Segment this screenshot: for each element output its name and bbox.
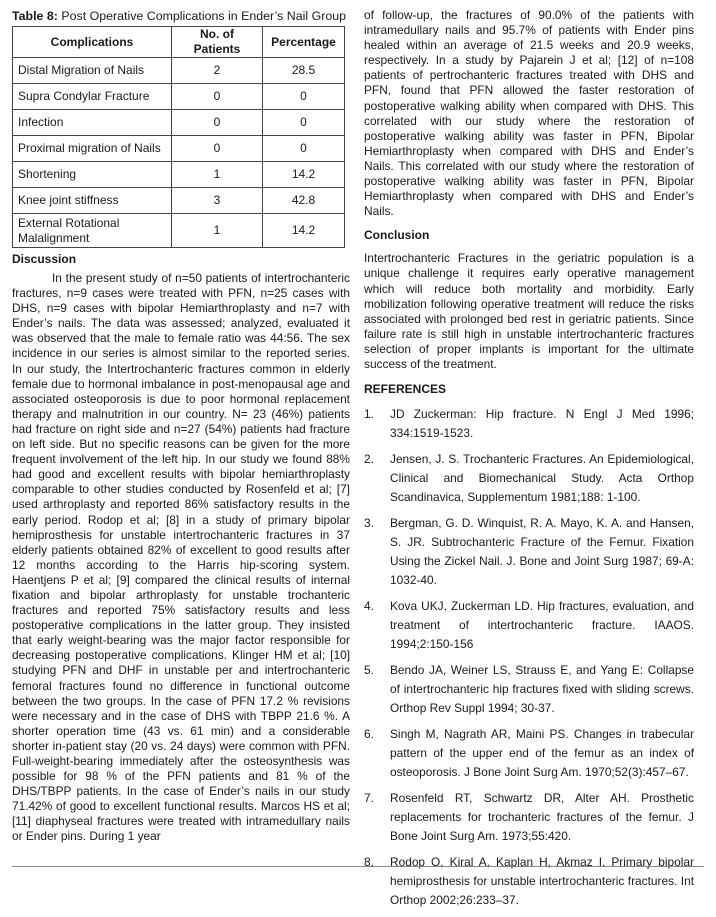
- cell-patients: 0: [172, 84, 263, 110]
- conclusion-paragraph: Intertrochanteric Fractures in the geriatric population is a unique challenge it requires early operative management which will reduce both mortality and morbidity. Early mobilization following operative treatment will reduce the risks associated with prolonged bed rest in geriatric patients. Since failure rate is still high in unstable intertrochanteric fractures selection of proper implants is important for the ultimate success of the treatment.: [364, 251, 694, 371]
- reference-item: [364, 597, 694, 654]
- table-header-row: [13, 27, 345, 58]
- cell-patients: 3: [172, 188, 263, 214]
- discussion-paragraph: In the present study of n=50 patients of intertrochanteric fractures, n=9 cases were treated with PFN, n=25 cases with DHS, n=9 cases with bipolar Hemiarthroplasty and n=7 with Ender’s nails. The data was assessed; analyzed, evaluated it was observed that the male to female ratio was 44:56. The sex incidence in our series is almost similar to the reported series. In our study, the Intertrochanteric fractures common in elderly female due to hormonal imbalance in post-menopausal age and associated osteoporosis is due to poor hormonal replacement therapy and malnutrition in our country. N= 23 (46%) patients had fracture on right side and n=27 (54%) patients had fracture on left side. But no specific reasons can be given for the more frequent involvement of the left hip. In our study we found 88% had good and excellent results with bipolar hemiarthroplasty comparable to other studies conducted by Rosenfeld et al; [7] used arthroplasty and reported 86% satisfactory results in the early period. Rodop et al; [8] in a study of primary bipolar hemiprosthesis for unstable intertrochanteric fractures in 37 elderly patients obtained 82% of excellent to good results after 12 months according to the Harris hip-scoring system. Haentjens P et al; [9] compared the clinical results of internal fixation and bipolar arthroplasty for unstable trochanteric fractures and reported 75% satisfactory results and less postoperative complications in the latter group. They insisted that early weight-bearing was the major factor responsible for decreasing postoperative complications. Klinger HM et al; [10] studying PFN and DHF in unstable per and intertrochanteric femoral fractures found no difference in functional outcome between the two groups. In the case of PFN 17.2 % revisions were necessary and in the case of DHS with TBPP 21.6 %. A shorter operation time (43 vs. 61 min) and a considerable shorter in-patient stay (20 vs. 24 days) were common with PFN. Full-weight-bearing immediately after the osteosynthesis was possible for 98 % of the PFN patients and 81 % of the DHS/TBPP patients. In the case of Ender’s nails in our study 71.42% of good to excellent functional results. Marcos HS et al; [11] diaphyseal fractures were treated with intramedullary nails or Ender pins. During 1 year: [12, 271, 350, 844]
- reference-text: Rosenfeld RT, Schwartz DR, Alter AH. Prosthetic replacements for trochanteric fractures of the femur. J Bone Joint Surg Am. 1973;55:420.: [390, 791, 694, 844]
- reference-text: Jensen, J. S. Trochanteric Fractures. An Epidemiological, Clinical and Biomechanical Study. Acta Orthop Scandinavica, Supplementum 1981;188: 1-100.: [390, 452, 694, 505]
- reference-text: Rodop O, Kiral A, Kaplan H, Akmaz I. Primary bipolar hemiprosthesis for unstable intertrochanteric fractures. Int Orthop 2002;26:233–37.: [390, 855, 694, 908]
- reference-number: 5.: [364, 663, 374, 678]
- reference-number: 7.: [364, 791, 374, 806]
- cell-patients: 1: [172, 162, 263, 188]
- cell-complication: Infection: [13, 110, 172, 136]
- reference-text: JD Zuckerman: Hip fracture. N Engl J Med 1996; 334:1519-1523.: [390, 407, 694, 441]
- continued-paragraph: of follow-up, the fractures of 90.0% of the patients with intramedullary nails and 95.7% of patients with Ender pins healed within an average of 21.5 weeks and 20.9 weeks, respectively. In a study by Pajarein J et al; [12] of n=108 patients of pertrochanteric fractures treated with DHS and PFN, found that PFN allowed the faster restoration of postoperative walking ability when compared with DHS. This correlated with our study where the restoration of postoperative walking ability was faster in PFN, Bipolar Hemiarthroplasty when compared with DHS and Ender’s Nails. This correlated with our study where the restoration of postoperative walking ability was faster in PFN, Bipolar Hemiarthroplasty when compared with DHS and Ender’s Nails.: [364, 8, 694, 219]
- cell-percentage: 0: [263, 136, 345, 162]
- cell-complication: External Rotational Malalignment: [13, 214, 172, 248]
- cell-percentage: 0: [263, 84, 345, 110]
- reference-item: [364, 514, 694, 590]
- complications-table: [12, 26, 345, 248]
- cell-complication: Distal Migration of Nails: [13, 58, 172, 84]
- reference-number: 3.: [364, 516, 374, 531]
- header-percentage: Percentage: [263, 27, 345, 58]
- cell-complication: Proximal migration of Nails: [13, 136, 172, 162]
- references-heading: REFERENCES: [364, 382, 447, 397]
- reference-text: Kova UKJ, Zuckerman LD. Hip fractures, evaluation, and treatment of intertrochanteric fracture. IAAOS. 1994;2:150-156: [390, 599, 694, 652]
- reference-item: [364, 725, 694, 782]
- cell-complication: Knee joint stiffness: [13, 188, 172, 214]
- cell-complication: Supra Condylar Fracture: [13, 84, 172, 110]
- header-patients: No. of Patients: [172, 27, 263, 58]
- reference-number: 6.: [364, 727, 374, 742]
- conclusion-heading: Conclusion: [364, 228, 430, 243]
- reference-text: Singh M, Nagrath AR, Maini PS. Changes in trabecular pattern of the upper end of the femur as an index of osteoporosis. J Bone Joint Surg Am. 1970;52(3):457–67.: [390, 727, 694, 780]
- reference-number: 1.: [364, 407, 374, 422]
- cell-percentage: 0: [263, 110, 345, 136]
- cell-percentage: 42.8: [263, 188, 345, 214]
- table-row: [13, 84, 345, 110]
- header-complications: Complications: [13, 27, 172, 58]
- cell-percentage: 14.2: [263, 162, 345, 188]
- page-bottom-rule: [12, 866, 704, 867]
- cell-patients: 2: [172, 58, 263, 84]
- reference-text: Bergman, G. D. Winquist, R. A. Mayo, K. A. and Hansen, S. JR. Subtrochanteric Fracture of the Femur. Fixation Using the Zickel Nail. J. Bone and Joint Surg 1987; 69-A: 1032-40.: [390, 516, 694, 588]
- reference-item: [364, 853, 694, 910]
- reference-text: Bendo JA, Weiner LS, Strauss E, and Yang E: Collapse of intertrochanteric hip fractures fixed with sliding screws. Orthop Rev Suppl 1994; 30-37.: [390, 663, 694, 716]
- cell-patients: 0: [172, 110, 263, 136]
- reference-item: [364, 789, 694, 846]
- table-row: [13, 58, 345, 84]
- cell-percentage: 14.2: [263, 214, 345, 248]
- reference-number: 4.: [364, 599, 374, 614]
- reference-item: [364, 450, 694, 507]
- table-row: [13, 214, 345, 248]
- reference-item: [364, 661, 694, 718]
- reference-item: [364, 405, 694, 443]
- table-caption-label: Table 8:: [12, 9, 58, 23]
- cell-percentage: 28.5: [263, 58, 345, 84]
- table-caption: [12, 8, 350, 24]
- table-row: [13, 162, 345, 188]
- table-row: [13, 110, 345, 136]
- discussion-heading: Discussion: [12, 252, 77, 266]
- cell-complication: Shortening: [13, 162, 172, 188]
- references-list: [364, 405, 694, 910]
- table-row: [13, 188, 345, 214]
- left-column: [12, 8, 350, 845]
- cell-patients: 1: [172, 214, 263, 248]
- table-row: [13, 136, 345, 162]
- reference-number: 8.: [364, 855, 374, 870]
- reference-number: 2.: [364, 452, 374, 467]
- table-caption-text: Post Operative Complications in Ender’s Nail Group: [57, 9, 347, 23]
- right-column: [364, 8, 694, 917]
- cell-patients: 0: [172, 136, 263, 162]
